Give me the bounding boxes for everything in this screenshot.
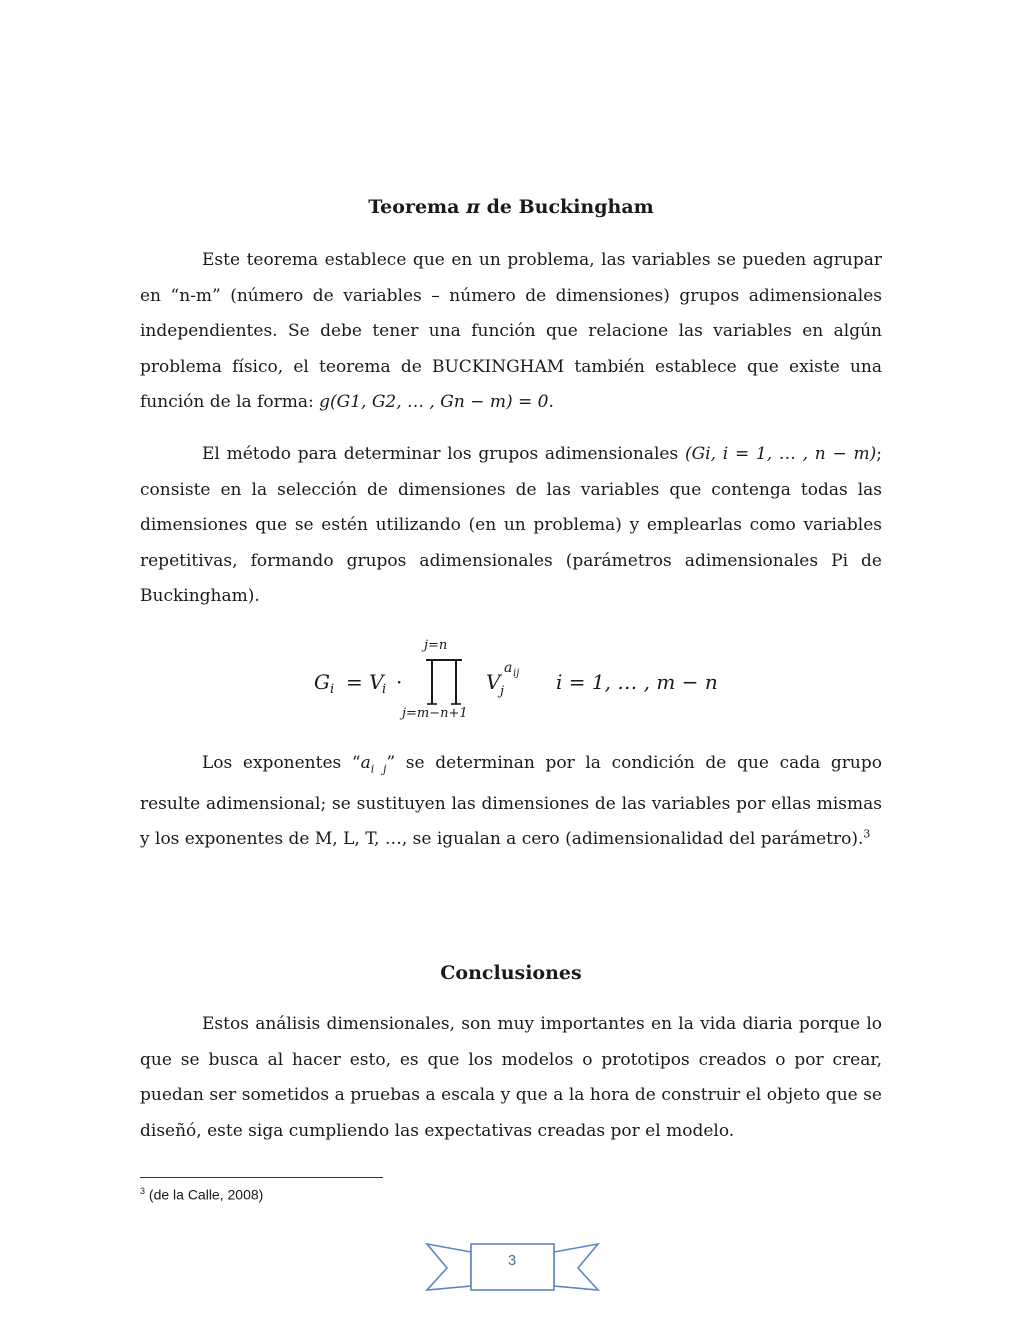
paragraph-method <box>140 437 882 615</box>
eq-g-sub: i <box>330 682 335 697</box>
eq-g: G <box>314 670 330 694</box>
inline-formula-g: g(G1, G2, … , Gn − m) = 0. <box>319 392 554 412</box>
paragraph-conclusions <box>140 1007 882 1149</box>
product-symbol-icon <box>424 658 464 706</box>
display-equation <box>300 632 760 732</box>
paragraph-text: Los exponentes “ <box>202 753 361 773</box>
eq-vj-sub: j <box>500 684 505 699</box>
footnote-divider <box>140 1177 383 1178</box>
eq-prod-upper: j=n <box>424 638 448 653</box>
page-number: 3 <box>507 1252 517 1269</box>
paragraph-exponents <box>140 746 882 858</box>
paragraph-theorem-intro <box>140 243 882 421</box>
eq-exp-ij: ij <box>513 668 520 679</box>
eq-v-sub: i <box>382 682 387 697</box>
inline-a: a <box>360 753 371 773</box>
paragraph-text: Estos análisis dimensionales, son muy importantes en la vida diaria porque lo que se busca al hacer esto, es que los modelos o prototipos creados o por crear, puedan ser sometidos a pruebas a escala y que a la hora de construir el objeto que se diseñó, este siga cumpliendo las expectativas creadas por el modelo. <box>140 1014 882 1141</box>
footnote <box>140 1186 263 1203</box>
eq-vj: V <box>486 670 501 694</box>
eq-prod-lower: j=m−n+1 <box>402 706 468 721</box>
eq-dot: · <box>396 670 403 694</box>
footnote-mark: 3 <box>140 1186 146 1196</box>
eq-exp-a: a <box>504 660 513 676</box>
title-pi-symbol: π <box>466 196 480 218</box>
paragraph-text-rest: ” se determinan por la condición de que cada grupo resulte adimensional; se sustituyen las dimensiones de las variables por ellas mismas y los exponentes de M, L, T, …, se igualan a cero (adimensionalidad del parámetro). <box>140 753 882 850</box>
eq-equals-v: = V <box>346 670 384 694</box>
eq-range: i = 1, … , m − n <box>556 670 718 694</box>
paragraph-text-rest: ; consiste en la selección de dimensiones de las variables que contenga todas las dimensiones que se estén utilizando (en un problema) y emplearlas como variables repetitivas, formando grupos adimensionales (parámetros adimensionales Pi de Buckingham). <box>140 444 882 606</box>
paragraph-text: El método para determinar los grupos adimensionales <box>202 444 685 464</box>
title-text-pre: Teorema <box>368 196 467 218</box>
paragraph-text: Este teorema establece que en un problema, las variables se pueden agrupar en “n-m” (número de variables – número de dimensiones) grupos adimensionales independientes. Se debe tener una función que relacione las variables en algún problema físico, el teorema de BUCKINGHAM también establece que existe una función de la forma: <box>140 250 882 412</box>
footnote-text: (de la Calle, 2008) <box>145 1186 264 1203</box>
inline-formula-gi: (Gi, i = 1, … , n − m) <box>684 444 877 464</box>
section-title-conclusiones: Conclusiones <box>440 962 582 984</box>
inline-ij: i j <box>370 762 387 776</box>
footnote-reference[interactable]: 3 <box>863 827 871 841</box>
section-title-buckingham <box>140 196 882 218</box>
title-text-post: de Buckingham <box>480 196 654 218</box>
